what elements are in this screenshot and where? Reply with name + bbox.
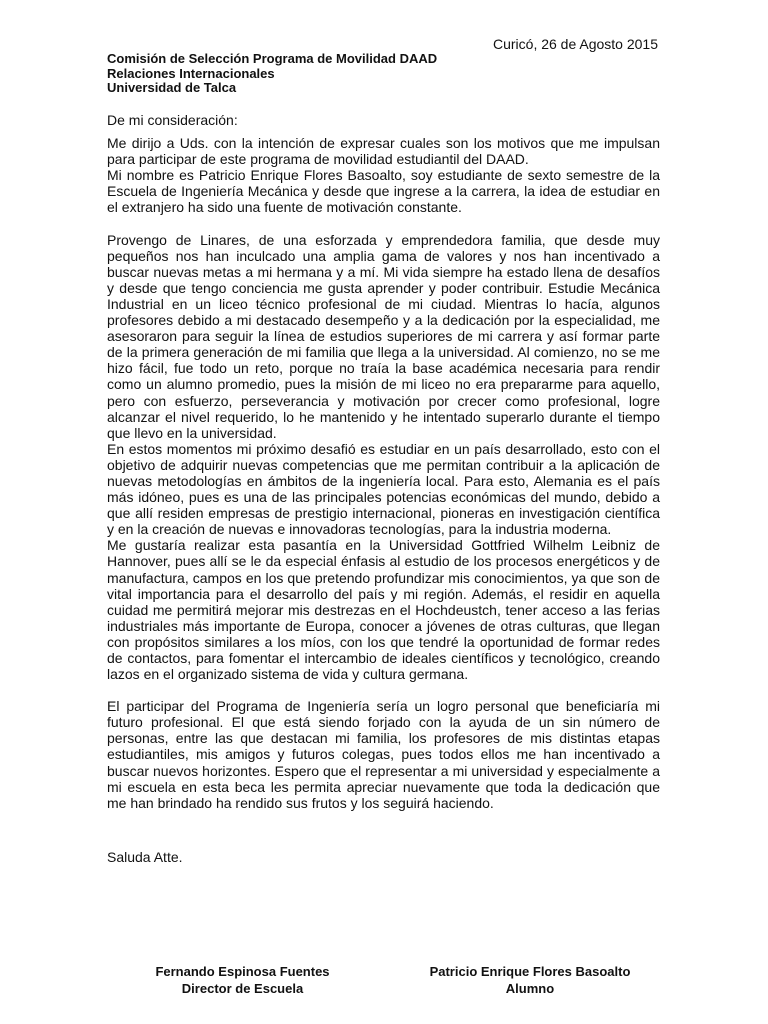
letter-closing: Saluda Atte. bbox=[107, 849, 183, 865]
paragraph-challenge: En estos momentos mi próximo desafió es estudiar en un país desarrollado, esto con el objetivo de adquirir nuevas competencias que me permitan contribuir a la aplicación de nuevas metodologías en ámbitos de la ingeniería local. Para esto, Alemania es el país más idóneo, pues es una de las principales potencias económicas del mundo, debido a que allí residen empresas de prestigio internacional, pioneras en investigación científica y en la creación de nuevas e innovadoras tecnologías, para la industria moderna. bbox=[107, 440, 660, 538]
paragraph-conclusion: El participar del Programa de Ingeniería sería un logro personal que beneficiaría mi futuro profesional. El que está siendo forjado con la ayuda de un sin número de personas, entre las que destacan mi familia, los profesores de mis distintas etapas estudiantiles, mis amigos y futuros colegas, pues todos ellos me han incentivado a buscar nuevos horizontes. Espero que el representar a mi universidad y especialmente a mi escuela en esta beca les permita apreciar nuevamente que toda la dedicación que me han brindado ha rendido sus frutos y los seguirá haciendo. bbox=[107, 698, 660, 811]
paragraph-university: Me gustaría realizar esta pasantía en la Universidad Gottfried Wilhelm Leibniz de Hannover, pues allí se le da especial énfasis al estudio de los procesos energéticos y de manufactura, campos en los que pretendo profundizar mis conocimientos, ya que son de vital importancia para el desarrollo del país y mi región. Además, el residir en aquella cuidad me permitirá mejorar mis destrezas en el Hochdeustch, tener acceso a las ferias industriales más importante de Europa, conocer a jóvenes de otras culturas, que llegan con propósitos similares a los míos, con los que tendré la oportunidad de formar redes de contactos, para fomentar el intercambio de ideales científicos y tecnológico, creando lazos en el organizado sistema de vida y cultura germana. bbox=[107, 537, 660, 683]
signature-role: Director de Escuela bbox=[181, 981, 304, 996]
recipient-line-department: Relaciones Internacionales bbox=[107, 65, 275, 81]
recipient-line-university: Universidad de Talca bbox=[107, 80, 237, 95]
paragraph-background: Provengo de Linares, de una esforzada y emprendedora familia, que desde muy pequeños nos han inculcado una amplia gama de valores y nos han incentivado a buscar nuevas metas a mi hermana y a mí. Mi vida siempre ha estado llena de desafíos y desde que tengo conciencia me gusta aprender y poder contribuir. Estudie Mecánica Industrial en un liceo técnico profesional de mi ciudad. Mientras lo hacía, algunos profesores debido a mi destacado desempeño y a la dedicación por la especialidad, me asesoraron para seguir la línea de estudios superiores de mi carrera y así formar parte de la primera generación de mi familia que llega a la universidad. Al comienzo, no se me hizo fácil, fue todo un reto, porque no traía la base académica necesaria para rendir como un alumno promedio, pues la misión de mi liceo no era prepararme para aquello, pero con esfuerzo, perseverancia y motivación por crecer como profesional, logre alcanzar el nivel requerido, lo he mantenido y he intentado superarlo durante el tiempo que llevo en la universidad. bbox=[107, 231, 660, 441]
recipient-block bbox=[107, 52, 437, 96]
paragraph-intro: Me dirijo a Uds. con la intención de expresar cuales son los motivos que me impulsan para participar de este programa de movilidad estudiantil del DAAD. bbox=[107, 135, 660, 168]
signature-student bbox=[410, 963, 650, 997]
letter-body bbox=[107, 112, 660, 811]
recipient-line-committee: Comisión de Selección Programa de Movilidad DAAD bbox=[107, 51, 438, 66]
signature-name: Patricio Enrique Flores Basoalto bbox=[429, 964, 631, 979]
signature-role: Alumno bbox=[505, 981, 555, 996]
paragraph-identity: Mi nombre es Patricio Enrique Flores Basoalto, soy estudiante de sexto semestre de la Escuela de Ingeniería Mecánica y desde que ingrese a la carrera, la idea de estudiar en el extranjero ha sido una fuente de motivación constante. bbox=[107, 167, 660, 216]
letter-greeting: De mi consideración: bbox=[107, 112, 238, 128]
letter-date: Curicó, 26 de Agosto 2015 bbox=[492, 36, 658, 52]
signature-name: Fernando Espinosa Fuentes bbox=[155, 964, 330, 979]
signature-director bbox=[130, 963, 355, 997]
